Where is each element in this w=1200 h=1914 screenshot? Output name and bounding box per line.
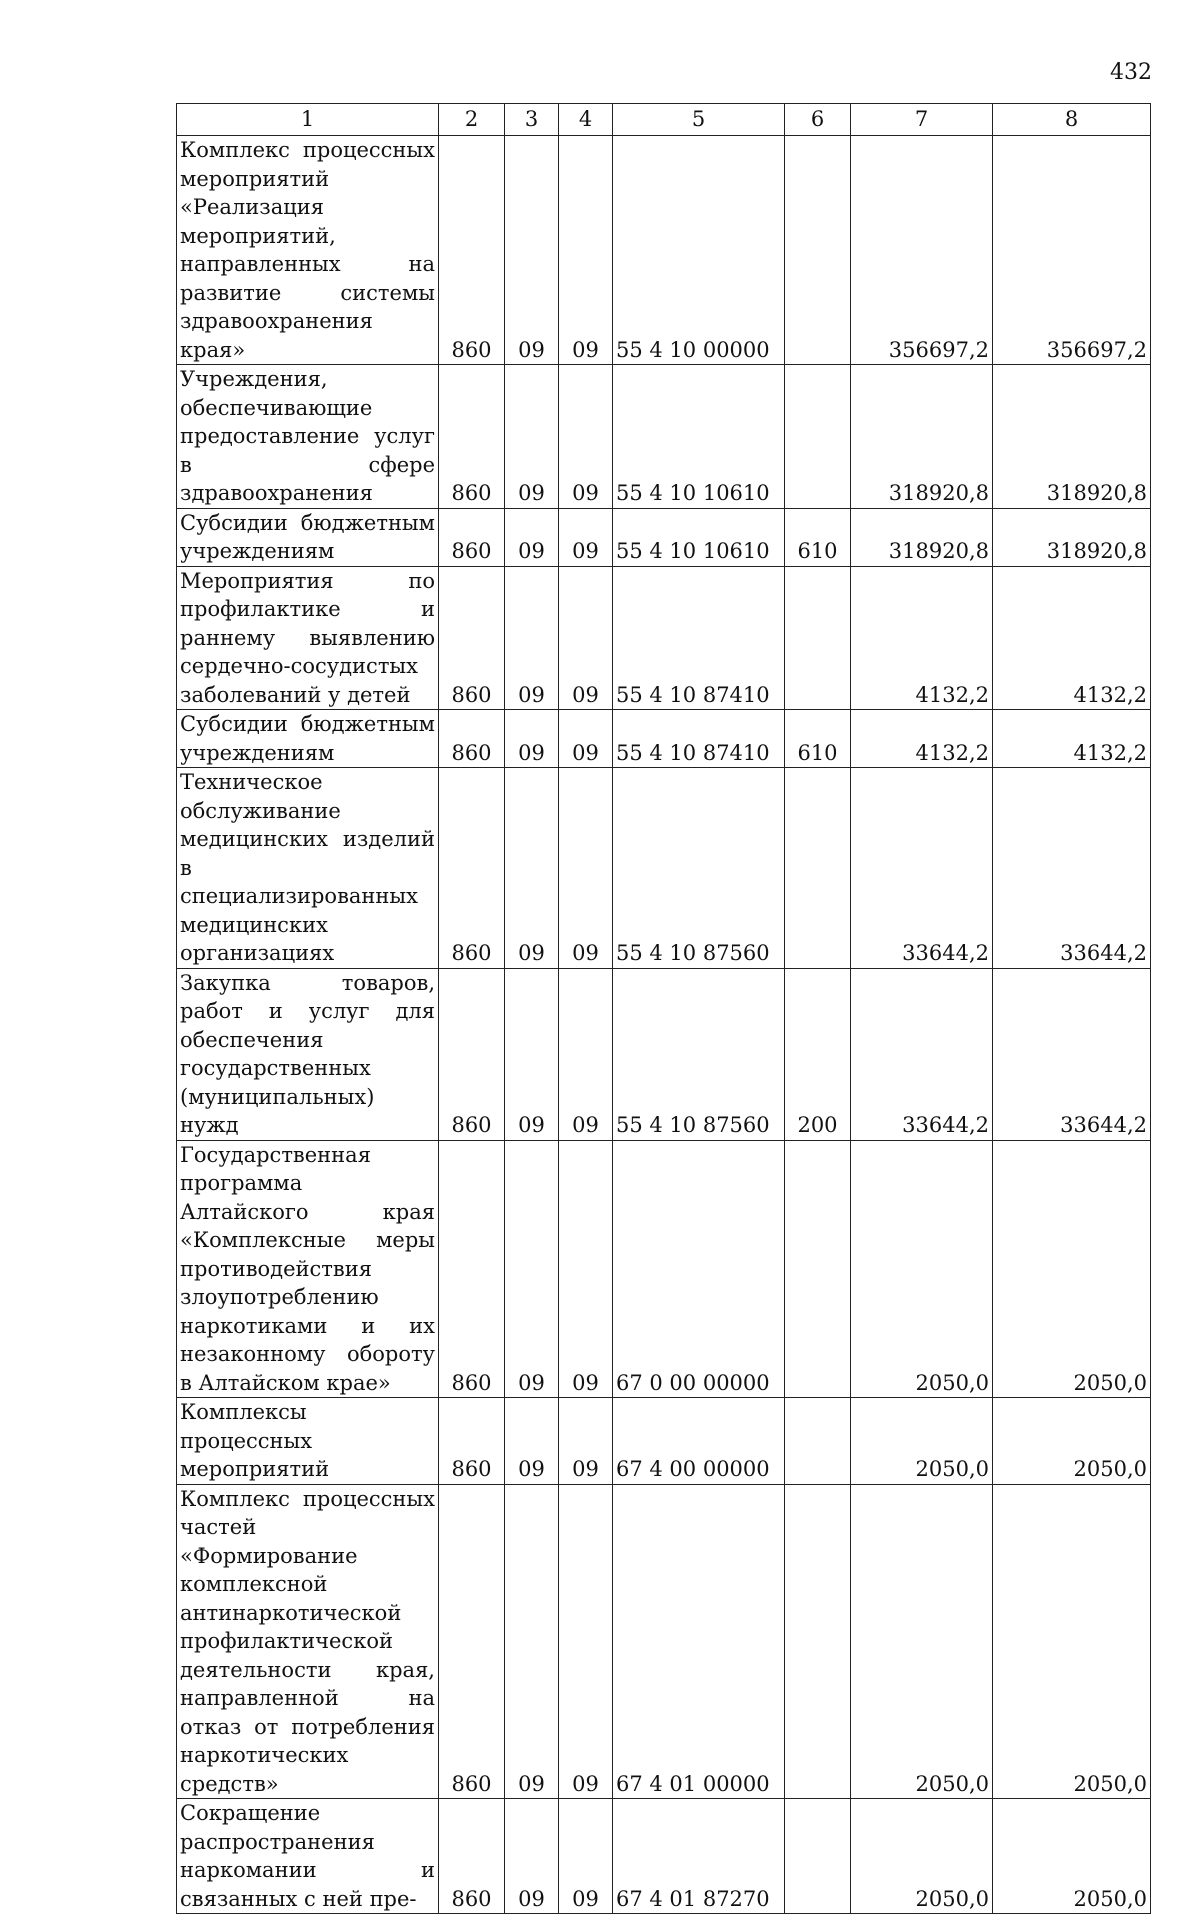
amount-col-8: 33644,2 bbox=[993, 968, 1151, 1140]
amount-col-8: 2050,0 bbox=[993, 1140, 1151, 1398]
expense-type-code bbox=[785, 1799, 851, 1914]
ministry-code: 860 bbox=[439, 768, 505, 969]
table-row bbox=[177, 710, 1151, 768]
ministry-code: 860 bbox=[439, 1484, 505, 1799]
section-code: 09 bbox=[505, 768, 559, 969]
target-article-code: 55 4 10 10610 bbox=[613, 365, 785, 509]
row-description: Государственная программа Алтайского края «Комплексные меры противодействия злоупотреблению наркотиками и их незаконному обороту в Алтайском крае» bbox=[177, 1140, 439, 1398]
subsection-code: 09 bbox=[559, 1140, 613, 1398]
amount-col-7: 33644,2 bbox=[851, 768, 993, 969]
expense-type-code bbox=[785, 1140, 851, 1398]
row-description: Комплексы процессных мероприятий bbox=[177, 1398, 439, 1485]
expense-type-code: 610 bbox=[785, 508, 851, 566]
section-code: 09 bbox=[505, 365, 559, 509]
header-col-6: 6 bbox=[785, 104, 851, 136]
section-code: 09 bbox=[505, 710, 559, 768]
row-description: Учреждения, обеспечивающие предоставление услуг в сфере здравоохранения bbox=[177, 365, 439, 509]
subsection-code: 09 bbox=[559, 968, 613, 1140]
expense-type-code: 200 bbox=[785, 968, 851, 1140]
expense-type-code bbox=[785, 1398, 851, 1485]
amount-col-8: 2050,0 bbox=[993, 1799, 1151, 1914]
section-code: 09 bbox=[505, 968, 559, 1140]
amount-col-8: 33644,2 bbox=[993, 768, 1151, 969]
row-description: Техническое обслуживание медицинских изделий в специализированных медицинских организациях bbox=[177, 768, 439, 969]
row-description: Комплекс процессных частей «Формирование комплексной антинаркотической профилактической деятельности края, направленной на отказ от потребления наркотических средств» bbox=[177, 1484, 439, 1799]
amount-col-7: 33644,2 bbox=[851, 968, 993, 1140]
amount-col-7: 2050,0 bbox=[851, 1799, 993, 1914]
header-col-3: 3 bbox=[505, 104, 559, 136]
target-article-code: 67 4 00 00000 bbox=[613, 1398, 785, 1485]
section-code: 09 bbox=[505, 1799, 559, 1914]
amount-col-7: 4132,2 bbox=[851, 566, 993, 710]
expense-type-code bbox=[785, 566, 851, 710]
header-col-4: 4 bbox=[559, 104, 613, 136]
amount-col-8: 2050,0 bbox=[993, 1484, 1151, 1799]
header-col-8: 8 bbox=[993, 104, 1151, 136]
header-col-2: 2 bbox=[439, 104, 505, 136]
header-col-7: 7 bbox=[851, 104, 993, 136]
subsection-code: 09 bbox=[559, 566, 613, 710]
table-row bbox=[177, 968, 1151, 1140]
target-article-code: 55 4 10 00000 bbox=[613, 136, 785, 365]
amount-col-7: 2050,0 bbox=[851, 1140, 993, 1398]
ministry-code: 860 bbox=[439, 710, 505, 768]
section-code: 09 bbox=[505, 1484, 559, 1799]
target-article-code: 67 0 00 00000 bbox=[613, 1140, 785, 1398]
amount-col-7: 2050,0 bbox=[851, 1484, 993, 1799]
row-description: Комплекс процессных мероприятий «Реализация мероприятий, направленных на развитие системы здравоохранения края» bbox=[177, 136, 439, 365]
header-col-1: 1 bbox=[177, 104, 439, 136]
table-row bbox=[177, 1140, 1151, 1398]
target-article-code: 55 4 10 87560 bbox=[613, 768, 785, 969]
ministry-code: 860 bbox=[439, 1140, 505, 1398]
table-row bbox=[177, 365, 1151, 509]
amount-col-8: 356697,2 bbox=[993, 136, 1151, 365]
expense-type-code bbox=[785, 136, 851, 365]
section-code: 09 bbox=[505, 1140, 559, 1398]
subsection-code: 09 bbox=[559, 136, 613, 365]
target-article-code: 55 4 10 87410 bbox=[613, 566, 785, 710]
amount-col-7: 318920,8 bbox=[851, 508, 993, 566]
amount-col-8: 318920,8 bbox=[993, 365, 1151, 509]
row-description: Субсидии бюджетным учреждениям bbox=[177, 710, 439, 768]
subsection-code: 09 bbox=[559, 1398, 613, 1485]
subsection-code: 09 bbox=[559, 1799, 613, 1914]
page-number: 432 bbox=[1110, 60, 1152, 85]
table-row bbox=[177, 508, 1151, 566]
ministry-code: 860 bbox=[439, 566, 505, 710]
section-code: 09 bbox=[505, 566, 559, 710]
ministry-code: 860 bbox=[439, 968, 505, 1140]
expense-type-code bbox=[785, 768, 851, 969]
amount-col-7: 4132,2 bbox=[851, 710, 993, 768]
amount-col-8: 4132,2 bbox=[993, 566, 1151, 710]
header-row bbox=[177, 104, 1151, 136]
expense-type-code: 610 bbox=[785, 710, 851, 768]
target-article-code: 55 4 10 87410 bbox=[613, 710, 785, 768]
expense-type-code bbox=[785, 365, 851, 509]
subsection-code: 09 bbox=[559, 508, 613, 566]
ministry-code: 860 bbox=[439, 365, 505, 509]
header-col-5: 5 bbox=[613, 104, 785, 136]
subsection-code: 09 bbox=[559, 768, 613, 969]
amount-col-7: 2050,0 bbox=[851, 1398, 993, 1485]
table-row bbox=[177, 768, 1151, 969]
amount-col-8: 2050,0 bbox=[993, 1398, 1151, 1485]
row-description: Сокращение распространения наркомании и связанных с ней пре- bbox=[177, 1799, 439, 1914]
target-article-code: 67 4 01 00000 bbox=[613, 1484, 785, 1799]
table-row bbox=[177, 1799, 1151, 1914]
row-description: Мероприятия по профилактике и раннему выявлению сердечно-сосудистых заболеваний у детей bbox=[177, 566, 439, 710]
amount-col-7: 356697,2 bbox=[851, 136, 993, 365]
target-article-code: 55 4 10 10610 bbox=[613, 508, 785, 566]
subsection-code: 09 bbox=[559, 710, 613, 768]
subsection-code: 09 bbox=[559, 365, 613, 509]
ministry-code: 860 bbox=[439, 136, 505, 365]
table-row bbox=[177, 566, 1151, 710]
subsection-code: 09 bbox=[559, 1484, 613, 1799]
amount-col-8: 4132,2 bbox=[993, 710, 1151, 768]
target-article-code: 67 4 01 87270 bbox=[613, 1799, 785, 1914]
amount-col-8: 318920,8 bbox=[993, 508, 1151, 566]
section-code: 09 bbox=[505, 136, 559, 365]
table-row bbox=[177, 1484, 1151, 1799]
row-description: Субсидии бюджетным учреждениям bbox=[177, 508, 439, 566]
section-code: 09 bbox=[505, 1398, 559, 1485]
ministry-code: 860 bbox=[439, 1398, 505, 1485]
section-code: 09 bbox=[505, 508, 559, 566]
expense-type-code bbox=[785, 1484, 851, 1799]
budget-table bbox=[176, 103, 1151, 1914]
row-description: Закупка товаров, работ и услуг для обеспечения государственных (муниципальных) нужд bbox=[177, 968, 439, 1140]
ministry-code: 860 bbox=[439, 1799, 505, 1914]
table-row bbox=[177, 1398, 1151, 1485]
ministry-code: 860 bbox=[439, 508, 505, 566]
table-row bbox=[177, 136, 1151, 365]
target-article-code: 55 4 10 87560 bbox=[613, 968, 785, 1140]
amount-col-7: 318920,8 bbox=[851, 365, 993, 509]
